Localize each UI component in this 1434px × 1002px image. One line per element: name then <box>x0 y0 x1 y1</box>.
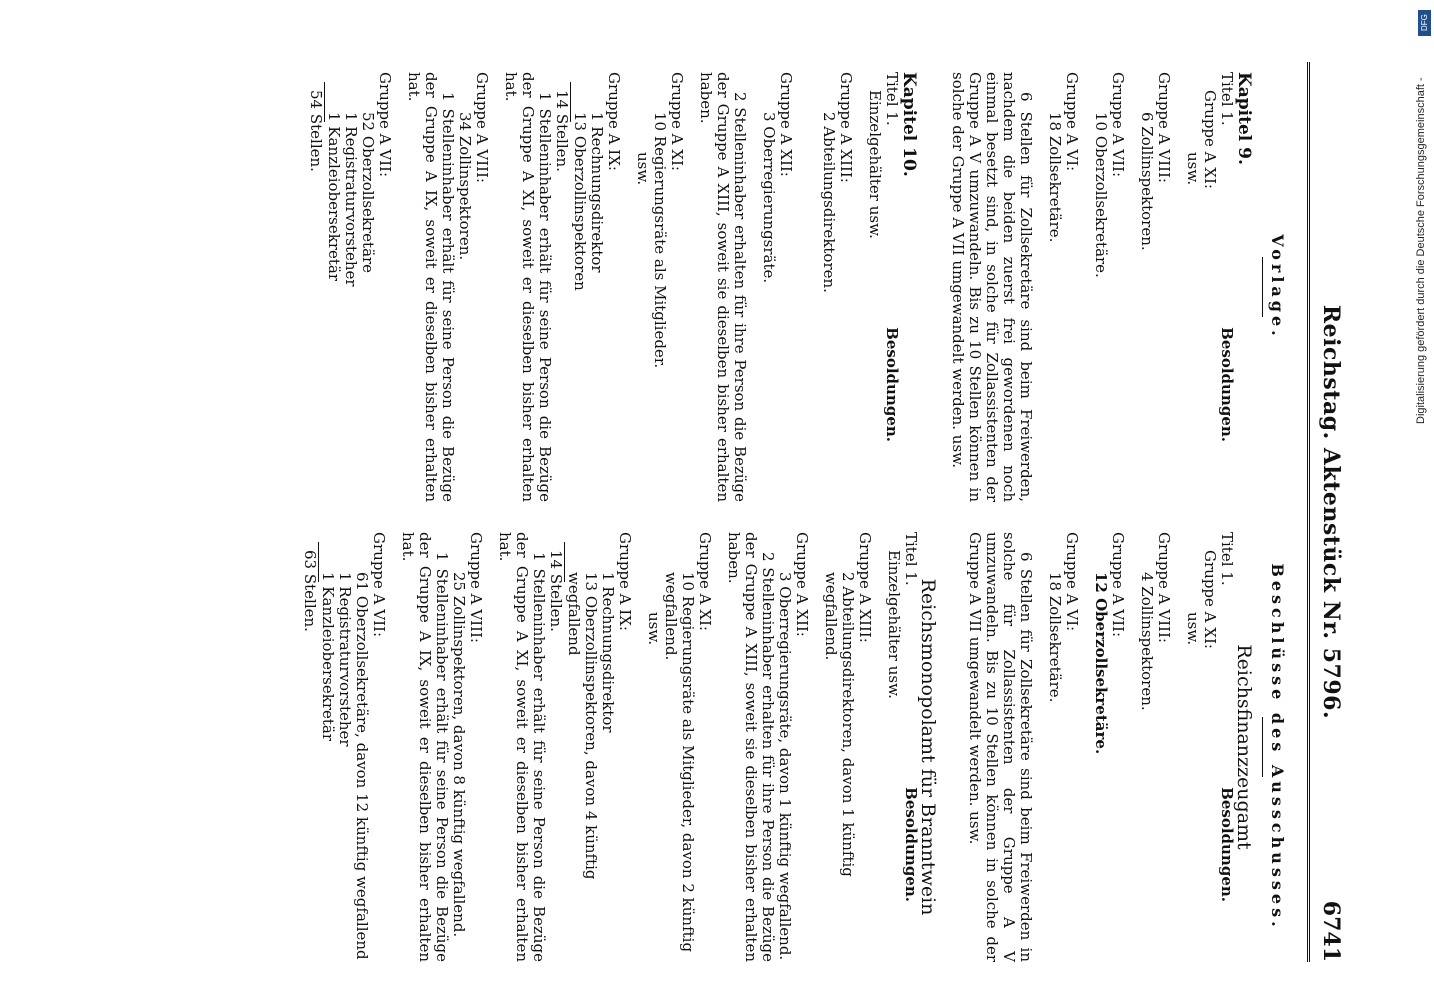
group-label: Gruppe A VII: <box>376 72 394 177</box>
office-title: Reichsfinanzzeugamt <box>1233 644 1255 850</box>
sum-entry: 63 Stellen. <box>301 550 319 632</box>
group-label: Gruppe A IX: <box>605 72 623 171</box>
group-entry: 3 Oberregierungsräte. <box>760 112 778 284</box>
group-entry: 61 Oberzollsekretäre, davon 12 künftig wegfallend <box>353 572 371 960</box>
group-entry: 2 Abteilungsdirektoren, davon 1 künftig wegfallend. <box>822 572 857 877</box>
paragraph: 2 Stelleninhaber erhalten für ihre Person die Bezüge der Gruppe A XIII, soweit sie dieselben bisher erhalten haben. <box>697 72 749 502</box>
einzel-label: Einzelgehälter usw. <box>885 550 903 699</box>
group-entry: 13 Oberzollinspektoren, davon 4 künftig wegfallend <box>565 572 600 880</box>
group-entry: 18 Zollsekretäre. <box>1046 572 1064 703</box>
einzel-label: Einzelgehälter usw. <box>866 90 884 239</box>
heading-rule <box>1262 717 1263 777</box>
group-entry: 6 Zollinspektoren. <box>1138 112 1156 251</box>
usw-text: usw. <box>634 152 652 186</box>
group-label: Gruppe A VI: <box>1063 72 1081 172</box>
group-label: Gruppe A VII: <box>1109 72 1127 177</box>
usw-text: usw. <box>1184 152 1202 186</box>
paragraph: 6 Stellen für Zollsekretäre sind beim Freiwerden in solche für Zollassistenten der Gruppe A V umzuwandeln. Bis zu 10 Stellen können in solche der Gruppe A VII umgewandelt werden. usw. <box>966 532 1035 962</box>
group-entry: 10 Regierungsräte als Mitglieder, davon 2 künftig wegfallend. <box>662 572 697 953</box>
besoldungen-label: Besoldungen. <box>1218 327 1236 442</box>
office-title: Reichsmonopolamt für Branntwein <box>917 578 939 916</box>
heading-rule <box>1262 257 1263 317</box>
column-heading: Beschlüsse des Ausschusses. <box>1268 563 1287 931</box>
group-entry: 10 Oberzollsekretäre. <box>1092 112 1110 278</box>
group-entry: 18 Zollsekretäre. <box>1046 112 1064 243</box>
chapter-title: Kapitel 9. <box>1234 72 1254 165</box>
sum-entry: 14 Stellen. <box>553 90 571 172</box>
page-number: 6741 <box>1318 900 1344 962</box>
group-label: Gruppe A XI: <box>696 532 714 631</box>
group-label: Gruppe A VIII: <box>473 72 491 183</box>
chapter-title: Kapitel 10. <box>899 72 919 177</box>
group-label: Gruppe A XI: <box>1201 550 1219 649</box>
paragraph: 1 Stelleninhaber erhält für seine Person die Bezüge der Gruppe A XI, soweit er dieselben bisher erhalten hat. <box>502 72 554 502</box>
group-entry: 1 Kanzleiobersekretär <box>319 572 337 742</box>
column-vorlage <box>307 72 1286 502</box>
group-entry: 34 Zollinspektoren. <box>456 112 474 261</box>
paragraph: 1 Stelleninhaber erhält für seine Person die Bezüge der Gruppe A IX, soweit er dieselben bisher erhalten hat. <box>405 72 457 502</box>
group-label: Gruppe A VII: <box>370 532 388 637</box>
titel-label: Titel 1. <box>1218 532 1236 586</box>
group-label: Gruppe A XI: <box>668 72 686 171</box>
paragraph: 2 Stelleninhaber erhalten für ihre Person die Bezüge der Gruppe A XIII, soweit sie dieselben bisher erhalten haben. <box>725 532 777 962</box>
paragraph: 1 Stelleninhaber erhält für seine Person die Bezüge der Gruppe A IX, soweit er dieselben bisher erhalten hat. <box>399 532 451 962</box>
document-page <box>0 62 1346 1002</box>
usw-text: usw. <box>1184 612 1202 646</box>
group-label: Gruppe A XIII: <box>856 532 874 643</box>
group-entry: 1 Registraturvorsteher <box>336 572 354 747</box>
group-label: Gruppe A XI: <box>1201 90 1219 189</box>
usw-text: usw. <box>645 612 663 646</box>
group-entry: 12 Oberzollsekretäre. <box>1092 572 1110 755</box>
besoldungen-label: Besoldungen. <box>902 787 920 902</box>
group-entry: 2 Abteilungsdirektoren. <box>820 112 838 293</box>
group-label: Gruppe A VI: <box>1063 532 1081 632</box>
titel-label: Titel 1. <box>1218 72 1236 126</box>
group-label: Gruppe A VIII: <box>1155 72 1173 183</box>
group-label: Gruppe A IX: <box>616 532 634 631</box>
besoldungen-label: Besoldungen. <box>883 327 901 442</box>
group-entry: 1 Registraturvorsteher <box>342 112 360 287</box>
group-label: Gruppe A XIII: <box>837 72 855 183</box>
sum-entry: 54 Stellen. <box>307 90 325 172</box>
group-entry: 1 Kanzleiobersekretär <box>325 112 343 282</box>
titel-label: Titel 1. <box>883 72 901 126</box>
group-label: Gruppe A VIII: <box>1155 532 1173 643</box>
group-entry: 3 Oberregierungsräte, davon 1 künftig wegfallend. <box>776 572 794 961</box>
paragraph: 6 Stellen für Zollsekretäre sind beim Freiwerden, nachdem die beiden zuerst frei gewordenen noch einmal besetzt sind, in solche für Zollassistenten der Gruppe A V umzuwandeln. Bis zu 10 Stellen können in solche der Gruppe A VII umgewandelt werden. usw. <box>949 72 1035 502</box>
sum-entry: 14 Stellen. <box>547 550 565 632</box>
group-label: Gruppe A XII: <box>793 532 811 637</box>
group-entry: 25 Zollinspektoren, davon 8 künftig wegfallend. <box>450 572 468 938</box>
group-entry: 52 Oberzollsekretäre <box>359 112 377 274</box>
digitization-note: Digitalisierung gefördert durch die Deutsche Forschungsgemeinschaft - <box>1415 77 1427 424</box>
paragraph: 1 Stelleninhaber erhält für seine Person die Bezüge der Gruppe A XI, soweit er dieselben bisher erhalten hat. <box>496 532 548 962</box>
dfg-logo: DFG <box>1418 10 1431 36</box>
group-entry: 13 Oberzollinspektoren <box>571 112 589 291</box>
column-heading: Vorlage. <box>1268 234 1287 340</box>
column-beschluesse <box>301 532 1286 962</box>
title-row <box>883 72 900 502</box>
group-label: Gruppe A XII: <box>777 72 795 177</box>
group-entry: 4 Zollinspektoren. <box>1138 572 1156 711</box>
group-entry: 10 Regierungsräte als Mitglieder. <box>651 112 669 369</box>
group-label: Gruppe A VII: <box>1109 532 1127 637</box>
group-label: Gruppe A VIII: <box>467 532 485 643</box>
page-header <box>1306 62 1346 962</box>
titel-label: Titel 1. <box>902 532 920 586</box>
header-rule <box>1307 62 1310 962</box>
group-entry: 1 Rechnungsdirektor <box>588 112 606 273</box>
besoldungen-label: Besoldungen. <box>1218 787 1236 902</box>
page-title: Reichstag. Aktenstück Nr. 5796. <box>1318 304 1344 720</box>
group-entry: 1 Rechnungsdirektor <box>599 572 617 733</box>
title-row <box>1218 72 1235 502</box>
